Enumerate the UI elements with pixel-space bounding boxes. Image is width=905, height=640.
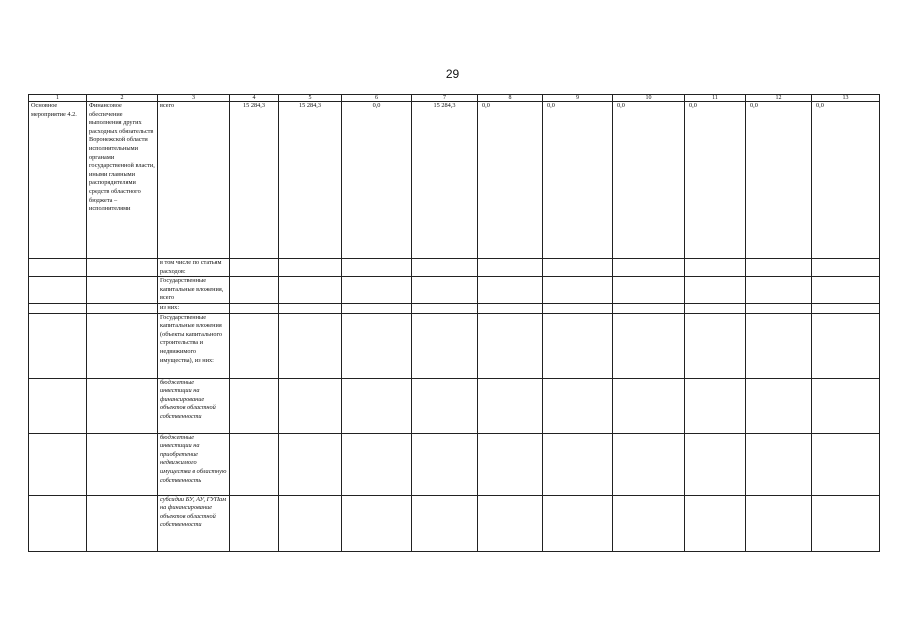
column-number: 9 bbox=[543, 95, 613, 102]
column-number: 7 bbox=[412, 95, 478, 102]
table-row bbox=[29, 313, 880, 378]
value-cell: 0,0 bbox=[543, 102, 613, 259]
column-number: 12 bbox=[746, 95, 812, 102]
value-cell: 0,0 bbox=[685, 102, 746, 259]
table-row bbox=[29, 378, 880, 433]
value-cell: 15 284,3 bbox=[230, 102, 279, 259]
expense-type: всего bbox=[158, 102, 230, 259]
column-number: 13 bbox=[812, 95, 880, 102]
table-row bbox=[29, 433, 880, 495]
column-number: 11 bbox=[685, 95, 746, 102]
expense-type: субсидии БУ, АУ, ГУПам на финансирование объектов областной собственности bbox=[158, 495, 230, 551]
table-row bbox=[29, 303, 880, 313]
expense-type: в том числе по статьям расходов: bbox=[158, 259, 230, 277]
value-cell: 0,0 bbox=[478, 102, 543, 259]
value-cell: 0,0 bbox=[746, 102, 812, 259]
value-cell: 15 284,3 bbox=[279, 102, 342, 259]
value-cell: 0,0 bbox=[812, 102, 880, 259]
value-cell: 0,0 bbox=[613, 102, 685, 259]
activity-name: Финансовое обеспечение выполнения других расходных обязательств Воронежской области исполнительными органами государственной власти, иными главными распорядителями средств областного бюджета – исполнителями bbox=[87, 102, 158, 259]
value-cell: 0,0 bbox=[342, 102, 412, 259]
expense-type: из них: bbox=[158, 303, 230, 313]
value-cell: 15 284,3 bbox=[412, 102, 478, 259]
column-number: 2 bbox=[87, 95, 158, 102]
column-number: 5 bbox=[279, 95, 342, 102]
column-number: 1 bbox=[29, 95, 87, 102]
activity-code: Основное мероприятие 4.2. bbox=[29, 102, 87, 259]
column-number: 10 bbox=[613, 95, 685, 102]
page-number: 29 bbox=[445, 67, 460, 81]
expense-type: бюджетные инвестиции на финансирование объектов областной собственности bbox=[158, 378, 230, 433]
table-row bbox=[29, 259, 880, 277]
expense-type: Государственные капитальные вложения, всего bbox=[158, 277, 230, 304]
table-row bbox=[29, 277, 880, 304]
column-number: 8 bbox=[478, 95, 543, 102]
column-number-row bbox=[29, 95, 880, 102]
column-number: 6 bbox=[342, 95, 412, 102]
expense-type: бюджетные инвестиции на приобретение недвижимого имущества в областную собственность bbox=[158, 433, 230, 495]
column-number: 4 bbox=[230, 95, 279, 102]
table-row bbox=[29, 495, 880, 551]
column-number: 3 bbox=[158, 95, 230, 102]
budget-table bbox=[28, 94, 880, 552]
expense-type: Государственные капитальные вложения (объекты капитального строительства и недвижимого имущества), из них: bbox=[158, 313, 230, 378]
table-row bbox=[29, 102, 880, 259]
